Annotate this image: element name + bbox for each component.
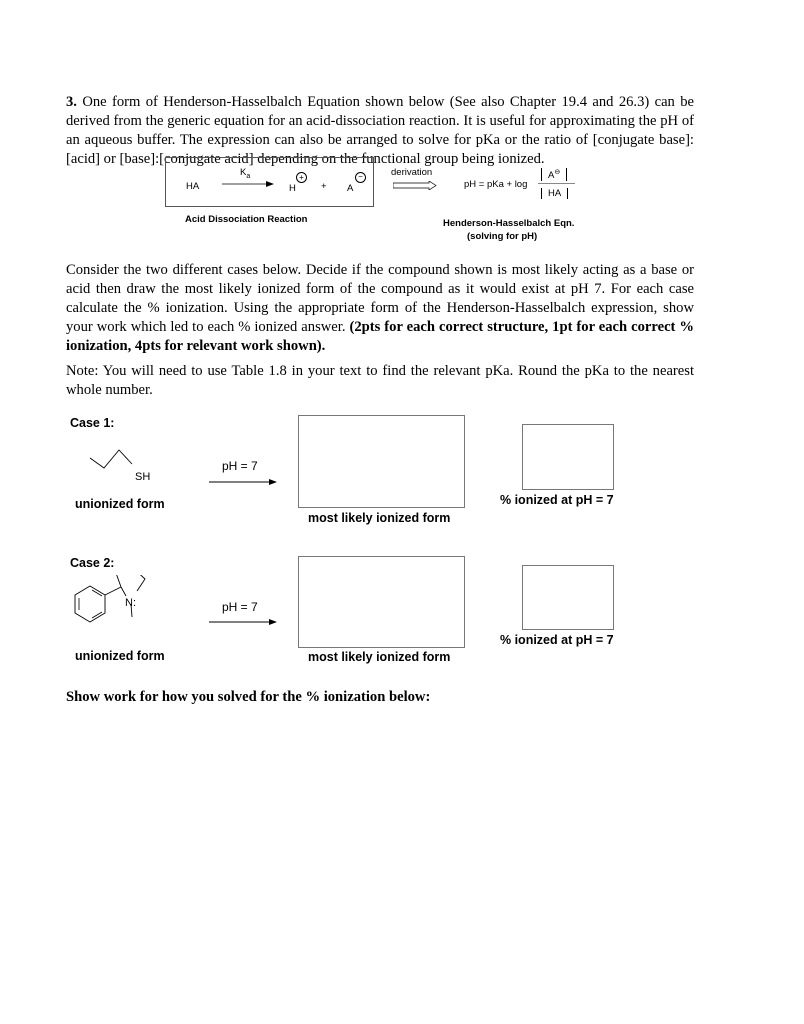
case-1-percent-label: % ionized at pH = 7 bbox=[500, 493, 614, 507]
numerator-text: A bbox=[548, 170, 555, 182]
acid-dissociation-label: Acid Dissociation Reaction bbox=[185, 214, 308, 225]
proton-h: H bbox=[289, 183, 296, 194]
numerator bbox=[541, 168, 567, 181]
hh-label: Henderson-Hasselbalch Eqn. bbox=[443, 218, 575, 229]
derivation-label: derivation bbox=[391, 167, 433, 178]
a-subscript: a bbox=[246, 172, 251, 180]
reactant-ha: HA bbox=[186, 181, 200, 192]
question-intro bbox=[66, 93, 694, 169]
show-work-heading: Show work for how you solved for the % ionization below: bbox=[66, 689, 431, 705]
reaction-arrow bbox=[222, 180, 274, 188]
case-2-percent-label: % ionized at pH = 7 bbox=[500, 633, 614, 647]
fraction-bar bbox=[538, 183, 575, 184]
case-1-percent-answer-box[interactable] bbox=[522, 424, 614, 490]
case-1-ionized-label: most likely ionized form bbox=[308, 511, 451, 525]
hh-equation: pH = pKa + log bbox=[464, 179, 528, 190]
derivation-arrow-icon bbox=[393, 181, 437, 190]
anion-a: A bbox=[347, 183, 354, 194]
case-1-title: Case 1: bbox=[70, 416, 115, 430]
case-2-ionized-form-answer-box[interactable] bbox=[298, 556, 465, 648]
plus-charge-icon: + bbox=[296, 172, 307, 183]
points-text: (2pts for each correct structure, 1pt for each correct % ionization, 4pts for relevant work shown). bbox=[66, 319, 694, 354]
sh-group: SH bbox=[135, 471, 151, 483]
question-number: 3. bbox=[66, 94, 77, 110]
case-2-title: Case 2: bbox=[70, 556, 115, 570]
case-1-condition: pH = 7 bbox=[222, 459, 258, 473]
hh-sublabel: (solving for pH) bbox=[467, 231, 538, 242]
phenylpyrrolidine-structure bbox=[70, 575, 160, 635]
k-text: K bbox=[240, 167, 247, 178]
case-1-arrow bbox=[209, 478, 277, 486]
case-1-unionized-label: unionized form bbox=[75, 497, 165, 511]
minus-charge-icon: − bbox=[355, 172, 366, 183]
instructions-text: Consider the two different cases below. Decide if the compound shown is most likely acting as a base or acid then draw the most likely ionized form of the compound as it would exist at pH 7. For each case calculate the % ionization. Using the appropriate form of the Henderson-Hasselbalch expression, show your work which led to each % ionized answer. bbox=[66, 262, 694, 335]
minus-charge-icon: ⊖ bbox=[554, 169, 561, 176]
case-2-ionized-label: most likely ionized form bbox=[308, 650, 451, 664]
case-1-ionized-form-answer-box[interactable] bbox=[298, 415, 465, 508]
note-text: Note: You will need to use Table 1.8 in your text to find the relevant pKa. Round the pKa to the nearest whole number. bbox=[66, 363, 694, 398]
intro-text: One form of Henderson-Hasselbalch Equation shown below (See also Chapter 19.4 and 26.3) can be derived from the generic equation for an acid-dissociation reaction. It is useful for approximating the pH of an aqueous buffer. The expression can also be arranged to solve for pKa or the ratio of [conjugate base]:[acid] or [base]:[conjugate acid] depending on the functional group being ionized. bbox=[66, 94, 694, 167]
case-2-percent-answer-box[interactable] bbox=[522, 565, 614, 630]
amine-nitrogen: N: bbox=[125, 597, 136, 609]
case-2-condition: pH = 7 bbox=[222, 600, 258, 614]
instructions bbox=[66, 261, 694, 356]
case-2-arrow bbox=[209, 618, 277, 626]
case-2-unionized-label: unionized form bbox=[75, 649, 165, 663]
denominator: HA bbox=[541, 188, 568, 199]
ka-label bbox=[240, 167, 250, 180]
plus-sign: + bbox=[321, 181, 327, 192]
